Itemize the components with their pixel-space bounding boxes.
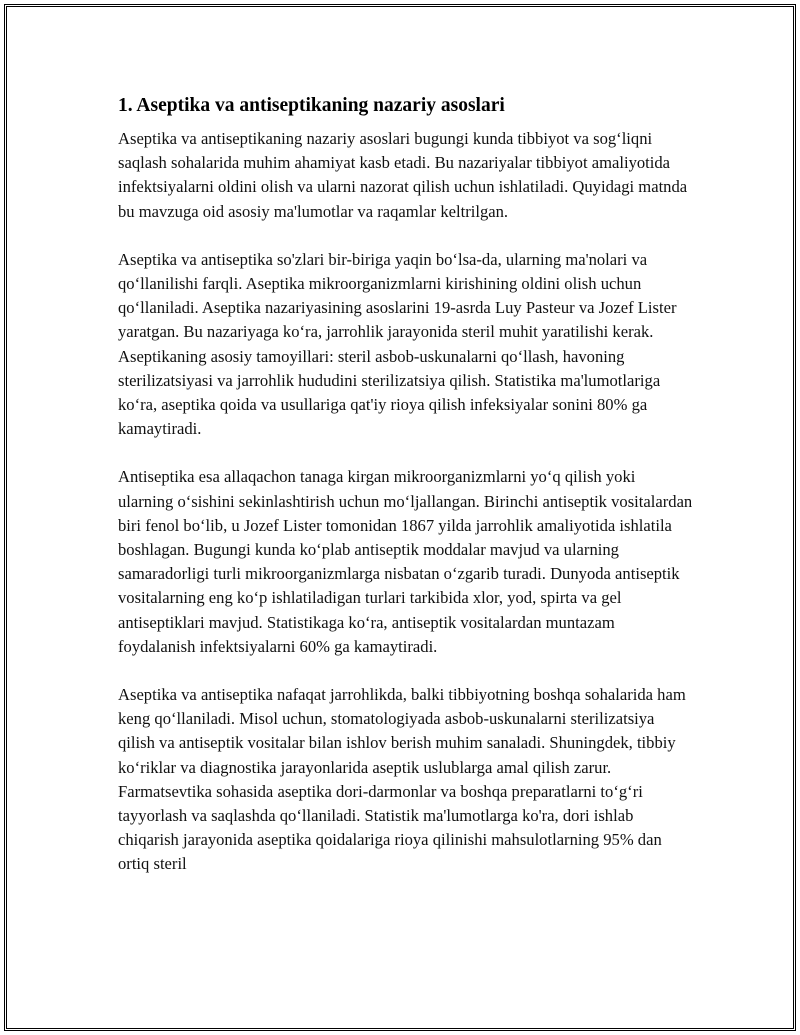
paragraph-applications: Aseptika va antiseptika nafaqat jarrohlikda, balki tibbiyotning boshqa sohalarida ham keng qo‘llaniladi. Misol uchun, stomatologiyada asbob-uskunalarni sterilizatsiya qilish va antiseptik vositalar bilan ishlov berish muhim sanaladi. Shuningdek, tibbiy ko‘riklar va diagnostika jarayonlarida aseptik uslublarga amal qilish zarur. Farmatsevtika sohasida aseptika dori-darmonlar va boshqa preparatlarni to‘g‘ri tayyorlash va saqlashda qo‘llaniladi. Statistik ma'lumotlarga ko'ra, dori ishlab chiqarish jarayonida aseptika qoidalariga rioya qilinishi mahsulotlarning 95% dan ortiq steril (118, 685, 686, 874)
paragraph-aseptika: Aseptika va antiseptika so'zlari bir-biriga yaqin bo‘lsa-da, ularning ma'nolari va qo‘llanilishi farqli. Aseptika mikroorganizmlarni kirishining oldini olish uchun qo‘llaniladi. Aseptika nazariyasining asoslarini 19-asrda Luy Pasteur va Jozef Lister yaratgan. Bu nazariyaga ko‘ra, jarrohlik jarayonida steril muhit yaratilishi kerak. Aseptikaning asosiy tamoyillari: steril asbob-uskunalarni qo‘llash, havoning sterilizatsiyasi va jarrohlik hududini sterilizatsiya qilish. Statistika ma'lumotlariga ko‘ra, aseptika qoida va usullariga qat'iy rioya qilish infeksiyalar sonini 80% ga kamaytiradi. (118, 249, 677, 439)
section-heading: 1. Aseptika va antiseptikaning nazariy asoslari (118, 95, 505, 116)
paragraph-antiseptika: Antiseptika esa allaqachon tanaga kirgan mikroorganizmlarni yo‘q qilish yoki ularning o‘sishini sekinlashtirish uchun mo‘ljallangan. Birinchi antiseptik vositalardan biri fenol bo‘lib, u Jozef Lister tomonidan 1867 yilda jarrohlik amaliyotida ishlatila boshlagan. Bugungi kunda ko‘plab antiseptik moddalar mavjud va ularning samaradorligi turli mikroorganizmlarga nisbatan o‘zgarib turadi. Dunyoda antiseptik vositalarning eng ko‘p ishlatiladigan turlari tarkibida xlor, yod, spirta va gel antiseptiklari mavjud. Statistikaga ko‘ra, antiseptik vositalardan muntazam foydalanish infektsiyalarni 60% ga kamaytiradi. (118, 467, 693, 656)
paragraph-intro: Aseptika va antiseptikaning nazariy asoslari bugungi kunda tibbiyot va sog‘liqni saqlash sohalarida muhim ahamiyat kasb etadi. Bu nazariyalar tibbiyot amaliyotida infektsiyalarni oldini olish va ularni nazorat qilish uchun ishlatiladi. Quyidagi matnda bu mavzuga oid asosiy ma'lumotlar va raqamlar keltrilgan. (118, 129, 688, 221)
document-body (118, 94, 693, 901)
